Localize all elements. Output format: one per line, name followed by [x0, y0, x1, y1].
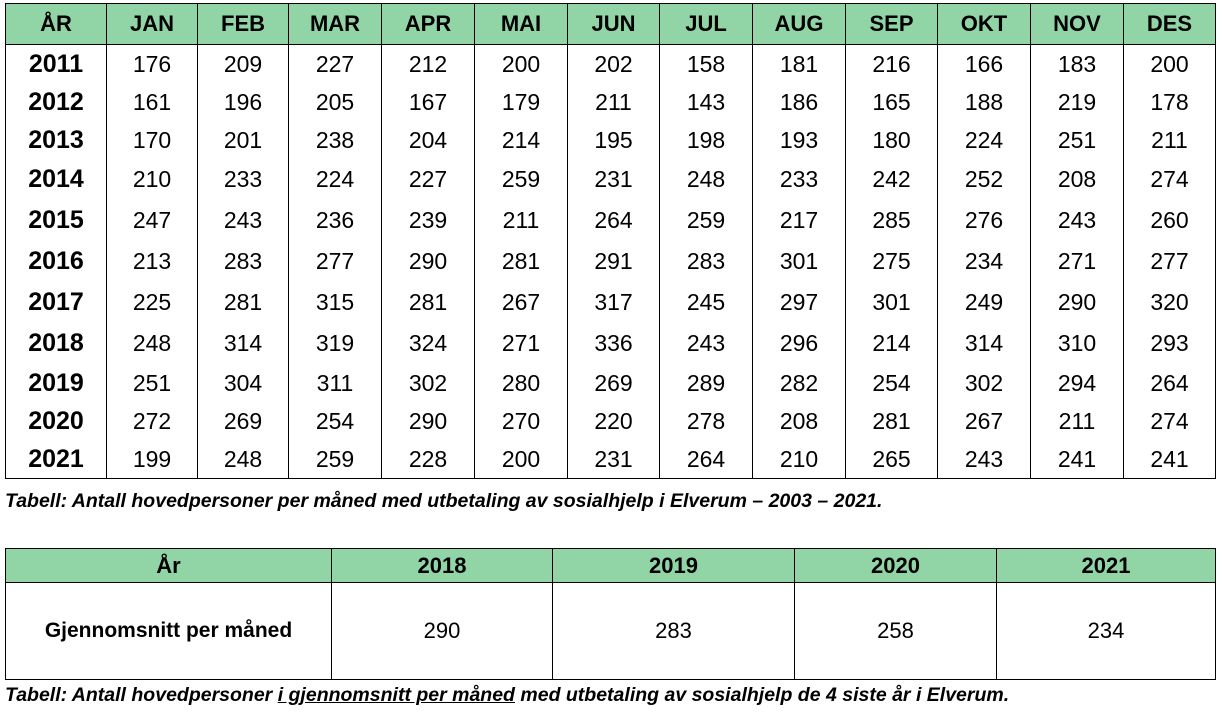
header-nov: NOV: [1031, 4, 1124, 45]
table-cell: 186: [753, 83, 846, 121]
table-row: [6, 241, 1216, 282]
table-cell: 214: [846, 323, 938, 364]
table-cell: 195: [568, 121, 660, 159]
table-cell: 248: [198, 440, 289, 479]
table-cell: 205: [289, 83, 382, 121]
table-cell: 210: [753, 440, 846, 479]
average-caption-underlined: i gjennomsnitt per måned: [277, 684, 515, 706]
table-cell: 301: [846, 282, 938, 323]
average-header-row: [6, 549, 1216, 583]
table-cell: 301: [753, 241, 846, 282]
table-cell: 236: [289, 200, 382, 241]
table-cell: 179: [475, 83, 568, 121]
average-value-2018: 290: [332, 583, 553, 680]
table-cell: 278: [660, 402, 753, 440]
table-cell: 233: [753, 159, 846, 200]
header-feb: FEB: [198, 4, 289, 45]
table-cell: 228: [382, 440, 475, 479]
table-cell: 248: [660, 159, 753, 200]
table-cell: 211: [1031, 402, 1124, 440]
table-cell: 247: [107, 200, 198, 241]
table-cell: 231: [568, 440, 660, 479]
table-cell: 260: [1124, 200, 1216, 241]
table-cell: 166: [938, 45, 1031, 84]
table-cell: 289: [660, 364, 753, 402]
table-cell: 277: [1124, 241, 1216, 282]
average-value-2021: 234: [997, 583, 1216, 680]
header-okt: OKT: [938, 4, 1031, 45]
table-cell: 259: [289, 440, 382, 479]
table-cell: 259: [660, 200, 753, 241]
table-cell: 213: [107, 241, 198, 282]
table-cell: 201: [198, 121, 289, 159]
table-cell: 241: [1031, 440, 1124, 479]
header-mar: MAR: [289, 4, 382, 45]
table-cell: 208: [753, 402, 846, 440]
table-cell: 231: [568, 159, 660, 200]
table-cell: 178: [1124, 83, 1216, 121]
table-cell: 267: [938, 402, 1031, 440]
table-cell: 271: [475, 323, 568, 364]
table-cell: 274: [1124, 402, 1216, 440]
header-aug: AUG: [753, 4, 846, 45]
table-cell: 200: [475, 440, 568, 479]
row-year: 2019: [6, 364, 107, 402]
average-header-2020: 2020: [795, 549, 997, 583]
table-cell: 220: [568, 402, 660, 440]
table-cell: 265: [846, 440, 938, 479]
table-row: [6, 323, 1216, 364]
table-row: [6, 83, 1216, 121]
table-cell: 211: [475, 200, 568, 241]
monthly-header-row: [6, 4, 1216, 45]
table-cell: 233: [198, 159, 289, 200]
table-cell: 293: [1124, 323, 1216, 364]
table-cell: 249: [938, 282, 1031, 323]
table-cell: 281: [475, 241, 568, 282]
table-row: [6, 282, 1216, 323]
table-cell: 254: [846, 364, 938, 402]
row-year: 2016: [6, 241, 107, 282]
table-cell: 238: [289, 121, 382, 159]
table-cell: 243: [1031, 200, 1124, 241]
table-cell: 143: [660, 83, 753, 121]
table-row: [6, 200, 1216, 241]
average-table: [5, 548, 1216, 680]
table-cell: 158: [660, 45, 753, 84]
table-cell: 200: [1124, 45, 1216, 84]
average-table-caption: [5, 684, 1009, 707]
table-cell: 314: [198, 323, 289, 364]
table-cell: 297: [753, 282, 846, 323]
table-cell: 264: [660, 440, 753, 479]
table-cell: 204: [382, 121, 475, 159]
table-row: [6, 121, 1216, 159]
average-header-2021: 2021: [997, 549, 1216, 583]
table-row: [6, 45, 1216, 84]
table-cell: 310: [1031, 323, 1124, 364]
table-cell: 259: [475, 159, 568, 200]
table-row: [6, 402, 1216, 440]
table-cell: 198: [660, 121, 753, 159]
table-cell: 208: [1031, 159, 1124, 200]
table-cell: 254: [289, 402, 382, 440]
table-cell: 209: [198, 45, 289, 84]
table-cell: 211: [568, 83, 660, 121]
table-cell: 251: [1031, 121, 1124, 159]
table-cell: 294: [1031, 364, 1124, 402]
table-cell: 275: [846, 241, 938, 282]
table-cell: 181: [753, 45, 846, 84]
table-cell: 227: [382, 159, 475, 200]
table-cell: 252: [938, 159, 1031, 200]
table-cell: 210: [107, 159, 198, 200]
table-cell: 217: [753, 200, 846, 241]
row-year: 2017: [6, 282, 107, 323]
header-jul: JUL: [660, 4, 753, 45]
table-cell: 227: [289, 45, 382, 84]
table-cell: 176: [107, 45, 198, 84]
average-row-label: Gjennomsnitt per måned: [6, 583, 332, 680]
average-row: [6, 583, 1216, 680]
table-cell: 200: [475, 45, 568, 84]
row-year: 2020: [6, 402, 107, 440]
table-cell: 161: [107, 83, 198, 121]
table-cell: 304: [198, 364, 289, 402]
table-cell: 267: [475, 282, 568, 323]
table-cell: 271: [1031, 241, 1124, 282]
table-cell: 196: [198, 83, 289, 121]
table-cell: 277: [289, 241, 382, 282]
table-cell: 264: [1124, 364, 1216, 402]
table-cell: 314: [938, 323, 1031, 364]
table-cell: 290: [382, 402, 475, 440]
table-cell: 211: [1124, 121, 1216, 159]
table-cell: 243: [198, 200, 289, 241]
table-cell: 283: [660, 241, 753, 282]
row-year: 2014: [6, 159, 107, 200]
average-value-2020: 258: [795, 583, 997, 680]
table-cell: 202: [568, 45, 660, 84]
table-cell: 242: [846, 159, 938, 200]
table-cell: 315: [289, 282, 382, 323]
table-cell: 214: [475, 121, 568, 159]
average-header-2019: 2019: [553, 549, 795, 583]
monthly-table-body: [6, 45, 1216, 479]
table-cell: 291: [568, 241, 660, 282]
table-cell: 283: [198, 241, 289, 282]
average-caption-start: Tabell: Antall hovedpersoner: [5, 684, 278, 706]
table-cell: 324: [382, 323, 475, 364]
table-cell: 199: [107, 440, 198, 479]
table-cell: 251: [107, 364, 198, 402]
monthly-table-caption: Tabell: Antall hovedpersoner per måned med utbetaling av sosialhjelp i Elverum – 2003 – 2021.: [5, 490, 883, 512]
row-year: 2018: [6, 323, 107, 364]
table-cell: 245: [660, 282, 753, 323]
table-cell: 302: [382, 364, 475, 402]
average-caption-end: med utbetaling av sosialhjelp de 4 siste år i Elverum.: [514, 684, 1010, 706]
table-cell: 167: [382, 83, 475, 121]
table-cell: 290: [1031, 282, 1124, 323]
average-header-year: År: [6, 549, 332, 583]
table-cell: 248: [107, 323, 198, 364]
table-cell: 264: [568, 200, 660, 241]
table-cell: 212: [382, 45, 475, 84]
table-cell: 224: [289, 159, 382, 200]
table-cell: 302: [938, 364, 1031, 402]
table-cell: 243: [660, 323, 753, 364]
table-cell: 180: [846, 121, 938, 159]
table-cell: 170: [107, 121, 198, 159]
table-row: [6, 159, 1216, 200]
table-cell: 193: [753, 121, 846, 159]
table-cell: 290: [382, 241, 475, 282]
average-header-2018: 2018: [332, 549, 553, 583]
table-cell: 281: [382, 282, 475, 323]
table-cell: 274: [1124, 159, 1216, 200]
table-row: [6, 364, 1216, 402]
table-cell: 311: [289, 364, 382, 402]
header-jan: JAN: [107, 4, 198, 45]
table-cell: 270: [475, 402, 568, 440]
table-row: [6, 440, 1216, 479]
table-cell: 269: [198, 402, 289, 440]
table-cell: 320: [1124, 282, 1216, 323]
row-year: 2011: [6, 45, 107, 84]
table-cell: 281: [198, 282, 289, 323]
table-cell: 281: [846, 402, 938, 440]
table-cell: 183: [1031, 45, 1124, 84]
table-cell: 317: [568, 282, 660, 323]
monthly-table: [5, 3, 1216, 479]
table-cell: 285: [846, 200, 938, 241]
table-cell: 165: [846, 83, 938, 121]
table-cell: 188: [938, 83, 1031, 121]
average-value-2019: 283: [553, 583, 795, 680]
table-cell: 241: [1124, 440, 1216, 479]
table-cell: 276: [938, 200, 1031, 241]
header-jun: JUN: [568, 4, 660, 45]
table-cell: 216: [846, 45, 938, 84]
table-cell: 224: [938, 121, 1031, 159]
row-year: 2012: [6, 83, 107, 121]
table-cell: 296: [753, 323, 846, 364]
header-mai: MAI: [475, 4, 568, 45]
table-cell: 319: [289, 323, 382, 364]
row-year: 2021: [6, 440, 107, 479]
header-des: DES: [1124, 4, 1216, 45]
table-cell: 234: [938, 241, 1031, 282]
header-sep: SEP: [846, 4, 938, 45]
table-cell: 243: [938, 440, 1031, 479]
row-year: 2013: [6, 121, 107, 159]
table-cell: 239: [382, 200, 475, 241]
table-cell: 282: [753, 364, 846, 402]
table-cell: 269: [568, 364, 660, 402]
table-cell: 336: [568, 323, 660, 364]
table-cell: 225: [107, 282, 198, 323]
table-cell: 219: [1031, 83, 1124, 121]
header-apr: APR: [382, 4, 475, 45]
row-year: 2015: [6, 200, 107, 241]
header-year: ÅR: [6, 4, 107, 45]
table-cell: 272: [107, 402, 198, 440]
table-cell: 280: [475, 364, 568, 402]
